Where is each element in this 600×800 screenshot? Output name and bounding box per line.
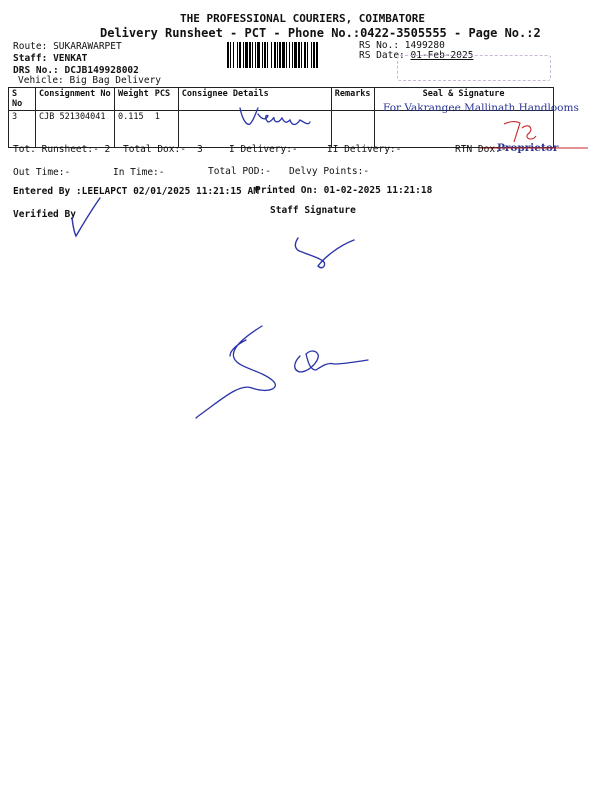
vehicle-label: Vehicle: [18,75,64,86]
route-line [13,41,122,52]
staff-signature-scribble [290,236,360,272]
rs-no-label: RS No.: [359,40,400,51]
drs-label: DRS No.: [13,65,59,76]
verified-checkmark [68,196,104,240]
ii-delivery: II Delivery:- [327,144,402,155]
consignee-signature [238,104,318,136]
staff-line [13,53,87,64]
rs-date-label: RS Date: [359,50,405,61]
vehicle-line [18,75,161,86]
vehicle-value: Big Bag Delivery [69,75,162,86]
staff-label: Staff: [13,53,48,64]
cell-consignment: CJB 521304041 [36,111,115,148]
route-value: SUKARAWARPET [53,41,122,52]
faint-stamp-box [397,55,551,81]
barcode-image [227,42,353,68]
total-dox-label: Total Dox:- [123,144,186,155]
header-pcs: PCS [152,88,179,111]
staff-signature-label: Staff Signature [270,205,356,216]
header-consignee: Consignee Details [178,88,331,111]
company-name: THE PROFESSIONAL COURIERS, COIMBATORE [180,12,426,25]
header-remarks: Remarks [331,88,374,111]
rtn-dox: RTN Dox:- [455,144,507,155]
large-signature [190,322,390,426]
staff-value: VENKAT [53,53,88,64]
out-time: Out Time:- [13,167,71,178]
cell-pcs: 1 [152,111,179,148]
rs-date-value: 01-Feb-2025 [410,50,474,61]
header-consignment: Consignment No [36,88,115,111]
rs-no-value: 1499280 [404,40,445,51]
cell-weight: 0.115 [115,111,152,148]
header-weight: Weight [115,88,152,111]
route-label: Route: [13,41,48,52]
tot-runsheet: Tot. Runsheet:- 2 [13,144,111,155]
drs-value: DCJB149928002 [64,65,139,76]
header-seal: Seal & Signature [374,88,553,111]
i-delivery: I Delivery:- [229,144,298,155]
seal-stamp-text: For Vakrangee Mallinath Handlooms [383,102,579,114]
cell-sno: 3 [9,111,36,148]
entered-by: Entered By :LEELAPCT 02/01/2025 11:21:15 AM [13,186,259,197]
header-sno: S No [9,88,36,111]
delvy-points: Delvy Points:- [289,166,370,177]
runsheet-subtitle: Delivery Runsheet - PCT - Phone No.:0422-3505555 - Page No.:2 [100,26,541,40]
cell-remarks [331,111,374,148]
proprietor-stamp-text: Proprietor [497,142,559,154]
verified-by: Verified By [13,209,76,220]
total-pod: Total POD:- [208,166,271,177]
in-time: In Time:- [113,167,165,178]
printed-on: Printed On: 01-02-2025 11:21:18 [255,185,433,196]
total-dox-value: 3 [197,144,203,155]
